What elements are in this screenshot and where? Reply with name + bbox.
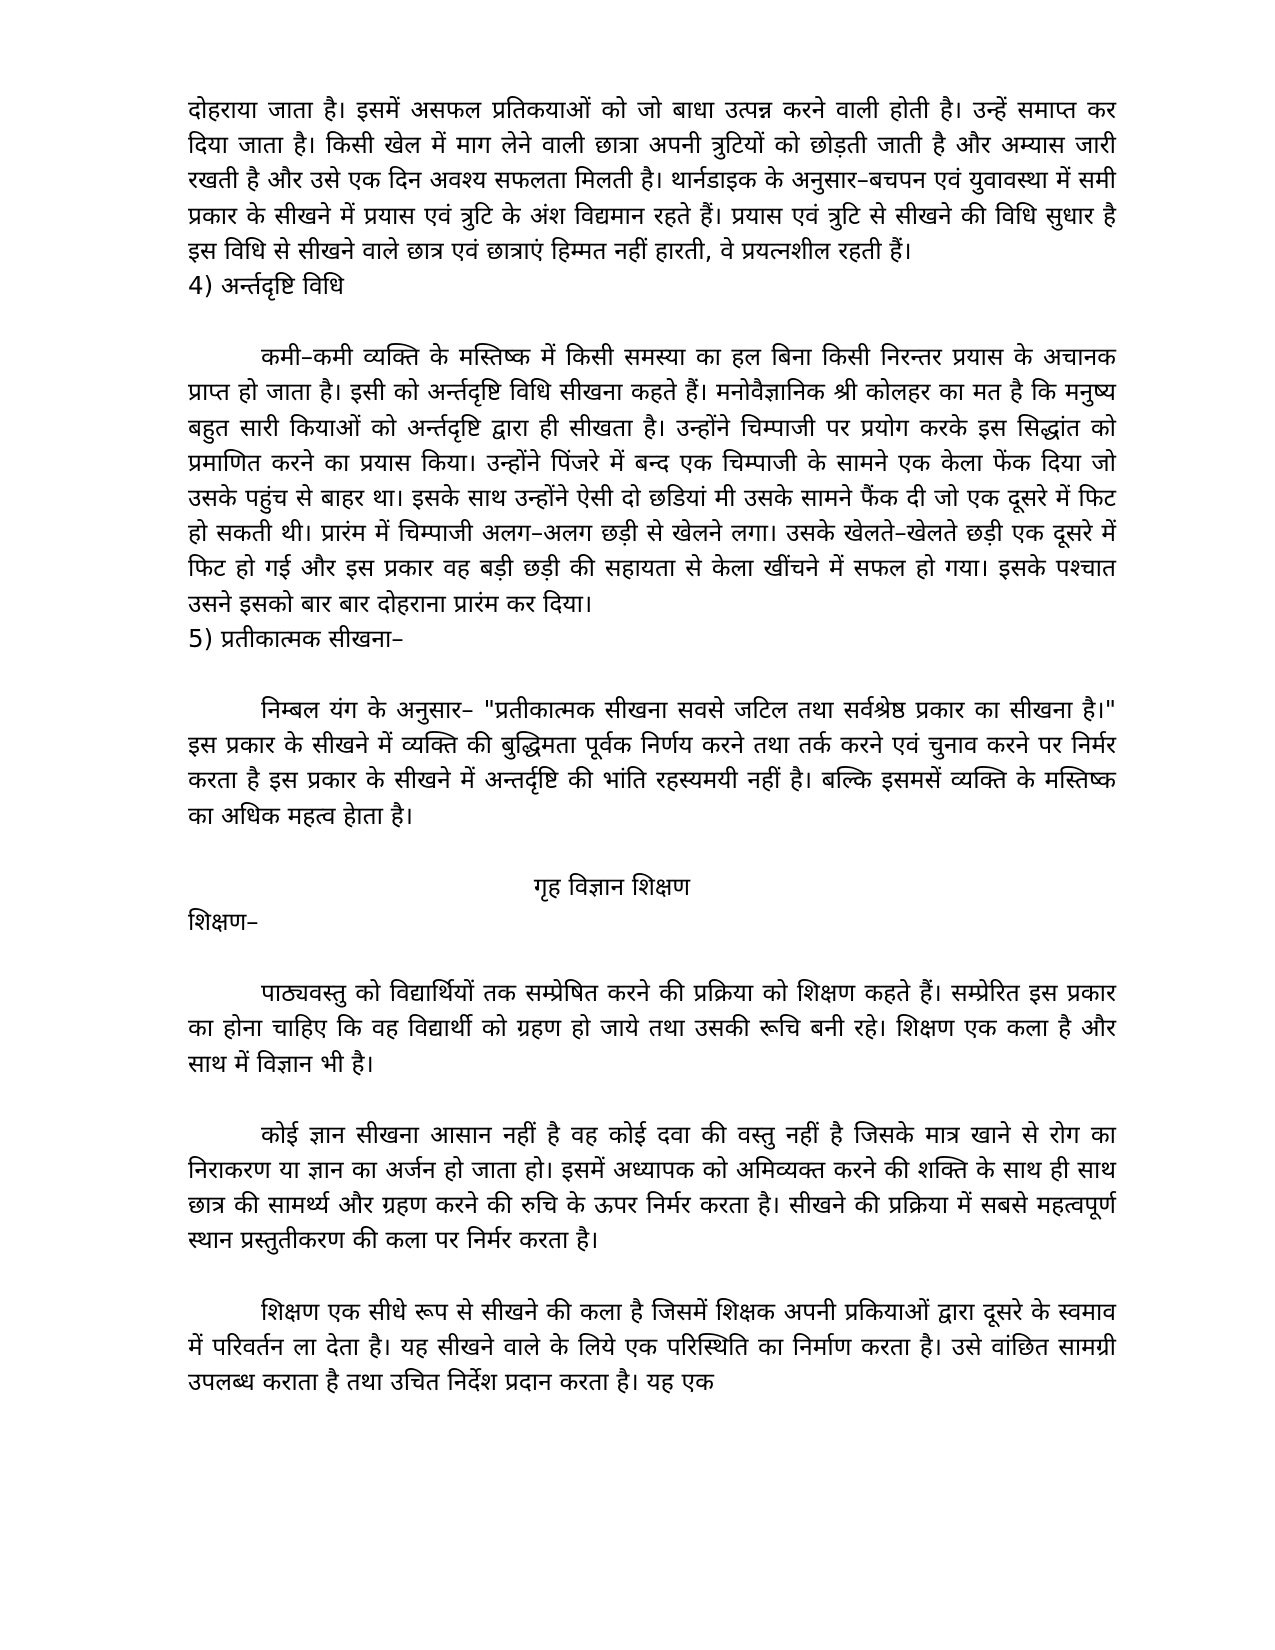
section-heading-symbolic: 5) प्रतीकात्मक सीखना– [188, 623, 404, 653]
paragraph-insight: कमी–कमी व्यक्ति के मस्तिष्क में किसी समस्या का हल बिना किसी निरन्तर प्रयास के अचानक प्राप्त हो जाता है। इसी को अर्न्तदृष्टि विधि सीखना कहते हैं। मनोवैज्ञानिक श्री कोलहर का मत है कि मनुष्य बहुत सारी कियाओं को अर्न्तदृष्टि द्वारा ही सीखता है। उन्होंने चिम्पाजी पर प्रयोग करके इस सिद्धांत को प्रमाणित करने का प्रयास किया। उन्होंने पिंजरे में बन्द एक चिम्पाजी के सामने एक केला फेंक दिया जो उसके पहुंच से बाहर था। इसके साथ उन्होंने ऐसी दो छडियां मी उसके सामने फैंक दी जो एक दूसरे में फिट हो सकती थी। प्रारंम में चिम्पाजी अलग–अलग छड़ी से खेलने लगा। उसके खेलते–खेलते छड़ी एक दूसरे में फिट हो गई और इस प्रकार वह बड़ी छड़ी की सहायता से केला खींचने में सफल हो गया। इसके पश्चात उसने इसको बार बार दोहराना प्रारंम कर दिया। [188, 342, 1116, 618]
page-title: गृह विज्ञान शिक्षण [533, 871, 691, 901]
paragraph-teaching-definition: पाठ्यवस्तु को विद्यार्थियों तक सम्प्रेषित करने की प्रक्रिया को शिक्षण कहते हैं। सम्प्रेरित इस प्रकार का होना चाहिए कि वह विद्यार्थी को ग्रहण हो जाये तथा उसकी रूचि बनी रहे। शिक्षण एक कला है और साथ में विज्ञान भी है। [188, 978, 1116, 1078]
paragraph-teaching-knowledge: कोई ज्ञान सीखना आसान नहीं है वह कोई दवा की वस्तु नहीं है जिसके मात्र खाने से रोग का निराकरण या ज्ञान का अर्जन हो जाता हो। इसमें अध्यापक को अमिव्यक्त करने की शक्ति के साथ ही साथ छात्र की सामर्थ्य और ग्रहण करने की रुचि के ऊपर निर्मर करता है। सीखने की प्रक्रिया में सबसे महत्वपूर्ण स्थान प्रस्तुतीकरण की कला पर निर्मर करता है। [188, 1119, 1116, 1255]
paragraph-trial-error: दोहराया जाता है। इसमें असफल प्रतिकयाओं को जो बाधा उत्पन्न करने वाली होती है। उन्हें समाप्त कर दिया जाता है। किसी खेल में माग लेने वाली छात्रा अपनी त्रुटियों को छोड़ती जाती है और अम्यास जारी रखती है और उसे एक दिन अवश्य सफलता मिलती है। थार्नडाइक के अनुसार–बचपन एवं युवावस्था में समी प्रकार के सीखने में प्रयास एवं त्रुटि के अंश विद्यमान रहते हैं। प्रयास एवं त्रुटि से सीखने की विधि सुधार है इस विधि से सीखने वाले छात्र एवं छात्राएं हिम्मत नहीं हारती, वे प्रयत्नशील रहती हैं। [188, 95, 1116, 265]
section-heading-teaching: शिक्षण– [188, 907, 259, 937]
document-page [188, 92, 1116, 1399]
paragraph-symbolic: निम्बल यंग के अनुसार– "प्रतीकात्मक सीखना सवसे जटिल तथा सर्वश्रेष्ठ प्रकार का सीखना है।" इस प्रकार के सीखने में व्यक्ति की बुद्धिमता पूर्वक निर्णय करने तथा तर्क करने एवं चुनाव करने पर निर्मर करता है इस प्रकार के सीखने में अन्तर्दृष्टि की भांति रहस्यमयी नहीं है। बल्कि इसमसें व्यक्ति के मस्तिष्क का अधिक महत्व हेाता है। [188, 695, 1116, 830]
section-heading-insight: 4) अर्न्तदृष्टि विधि [188, 271, 344, 301]
paragraph-teaching-art: शिक्षण एक सीधे रूप से सीखने की कला है जिसमें शिक्षक अपनी प्रकियाओं द्वारा दूसरे के स्वमाव में परिवर्तन ला देता है। यह सीखने वाले के लिये एक परिस्थिति का निर्माण करता है। उसे वांछित सामग्री उपलब्ध कराता है तथा उचित निर्देश प्रदान करता है। यह एक [188, 1296, 1116, 1397]
